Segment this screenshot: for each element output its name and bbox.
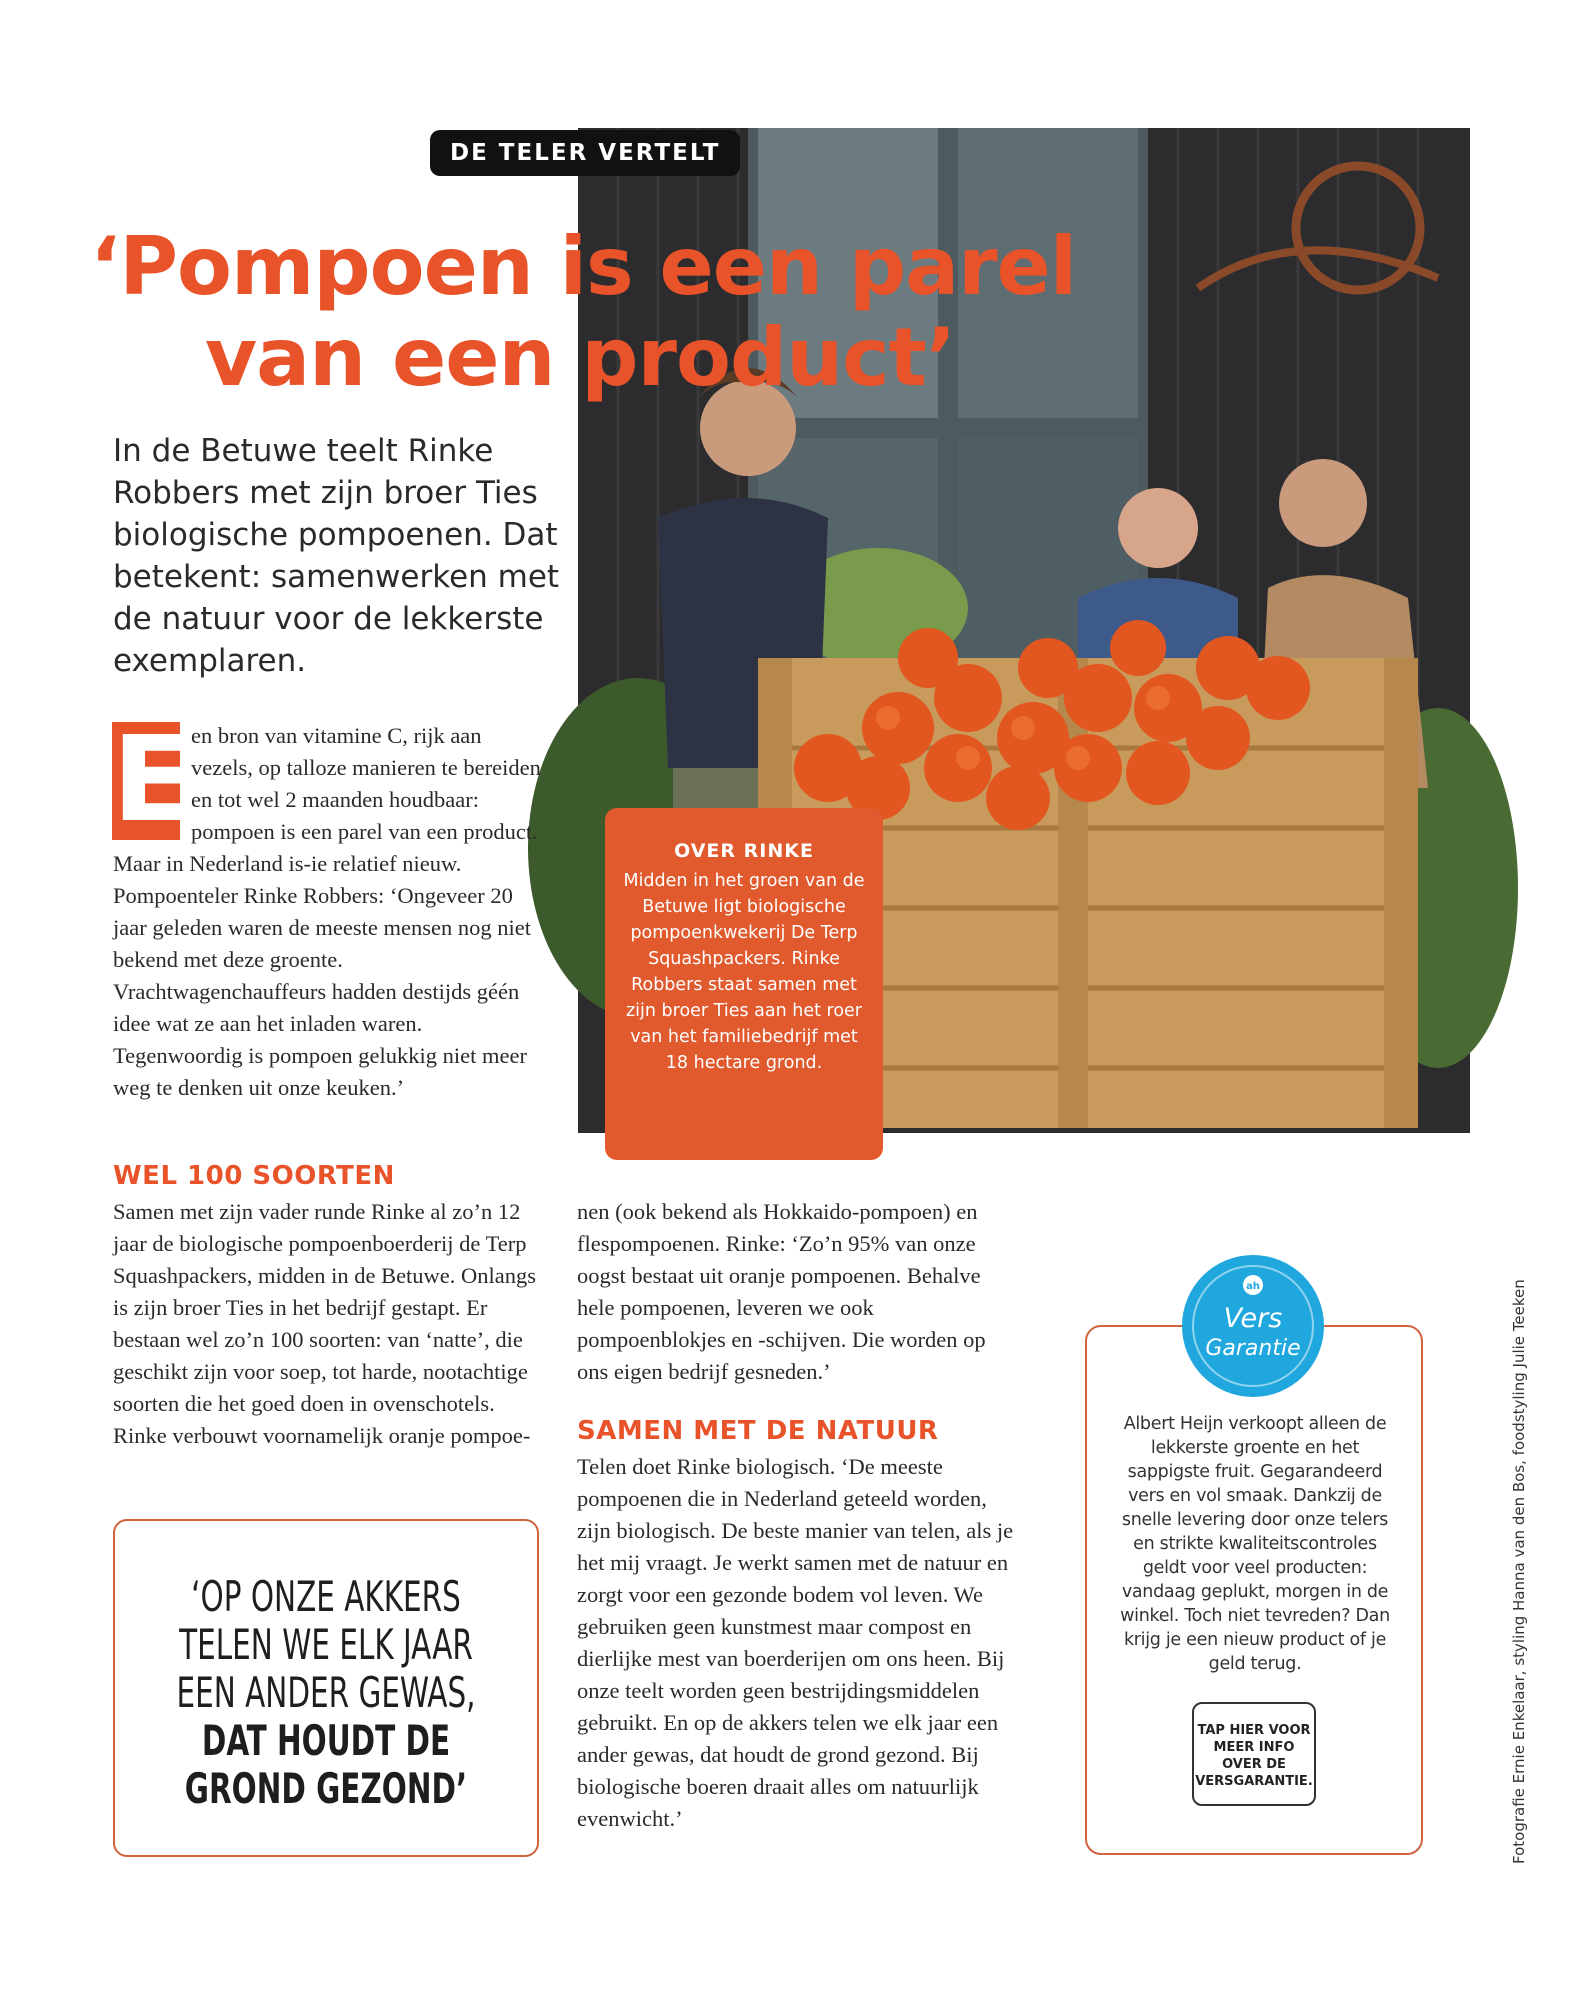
versgarantie-info-button[interactable]: TAP HIER VOOR MEER INFO OVER DE VERSGARANTIE.: [1192, 1702, 1316, 1806]
paragraph-2: Samen met zijn vader runde Rinke al zo’n 12 jaar de biologische pompoenboerderij de Terp Squashpackers, midden in de Betuwe. Onlangs is zijn broer Ties in het bedrijf gestapt. Er bestaan wel zo’n 100 soorten: van ‘natte’, die geschikt zijn voor soep, tot harde, nootachtige soorten die het goed doen in ovenschotels. Rinke verbouwt voornamelijk oranje pompoe-: [113, 1199, 537, 1448]
vers-garantie-badge: [1182, 1255, 1324, 1397]
paragraph-1: [112, 710, 543, 1104]
paragraph-1-text: en bron van vitamine C, rijk aan vezels, op talloze manieren te bereiden en tot wel 2 maanden houdbaar: pompoen is een parel van een product. Maar in Nederland is-ie relatief nieuw. Pompoenteler Rinke Robbers: ‘Ongeveer 20 jaar geleden waren de meeste mensen nog niet bekend met deze groente. Vrachtwagenchauffeurs hadden destijds géén idee wat ze aan het inladen waren. Tegenwoordig is pompoen gelukkig niet meer weg te denken uit onze keuken.’: [113, 723, 541, 1100]
svg-text:ah: ah: [1246, 1281, 1260, 1292]
paragraph-3: nen (ook bekend als Hokkaido-pompoen) en flespompoenen. Rinke: ‘Zo’n 95% van onze oogst bestaat uit oranje pompoenen. Behalve hele pompoenen, leveren we ook pompoenblokjes en -schijven. Die worden op ons eigen bedrijf gesneden.’: [577, 1199, 986, 1384]
ah-logo-icon: [1182, 1255, 1324, 1397]
pull-quote-box: [113, 1519, 539, 1857]
pull-quote-light: ‘OP ONZE AKKERS TELEN WE ELK JAAR EEN ANDER GEWAS,: [176, 1572, 476, 1717]
pull-quote-bold: DAT HOUDT DE GROND GEZOND’: [184, 1716, 468, 1813]
section-heading-soorten: WEL 100 SOORTEN: [113, 1161, 395, 1191]
headline-line-2: van een product’: [205, 311, 956, 404]
about-rinke-box: [605, 808, 883, 1160]
about-title: OVER RINKE: [674, 840, 814, 862]
about-text: Midden in het groen van de Betuwe ligt biologische pompoenkwekerij De Terp Squashpackers. Rinke Robbers staat samen met zijn broer Ties aan het roer van het familiebedrijf met 18 hectare grond.: [623, 871, 865, 1073]
drop-cap-letter: E: [112, 710, 193, 848]
paragraph-4: Telen doet Rinke biologisch. ‘De meeste pompoenen die in Nederland geteeld worden, zijn biologisch. De beste manier van telen, als je het mij vraagt. Je werkt samen met de natuur en zorgt voor een gezonde bodem vol leven. We gebruiken geen kunstmest maar compost en dierlijke mest van boerderijen om ons heen. Bij onze teelt worden geen bestrijdingsmiddelen gebruikt. En op de akkers telen we elk jaar een ander gewas, dat houdt de grond gezond. Bij biologische boeren draait alles om natuurlijk evenwicht.’: [577, 1454, 1014, 1831]
photo-credit: Fotografie Ernie Enkelaar, styling Hanna van den Bos, foodstyling Julie Teeken: [1510, 1279, 1528, 1864]
section-tag: DE TELER VERTELT: [430, 130, 740, 176]
section-heading-natuur: SAMEN MET DE NATUUR: [577, 1416, 939, 1446]
badge-line-2: Garantie: [1205, 1336, 1301, 1361]
headline-line-1: ‘Pompoen is een parel: [90, 220, 1077, 313]
guarantee-text: Albert Heijn verkoopt alleen de lekkerste groente en het sappigste fruit. Gegarandeerd vers en vol smaak. Dankzij de snelle levering door onze telers en strikte kwaliteitscontroles geldt voor veel producten: vandaag geplukt, morgen in de winkel. Toch niet tevreden? Dan krijg je een nieuw product of je geld terug.: [1120, 1414, 1390, 1674]
badge-line-1: Vers: [1223, 1303, 1283, 1334]
pull-quote: [115, 1573, 537, 1813]
drop-cap-spacer: [112, 710, 193, 848]
intro-text: In de Betuwe teelt Rinke Robbers met zijn broer Ties biologische pompoenen. Dat betekent: samenwerken met de natuur voor de lekkerste exemplaren.: [113, 433, 560, 679]
